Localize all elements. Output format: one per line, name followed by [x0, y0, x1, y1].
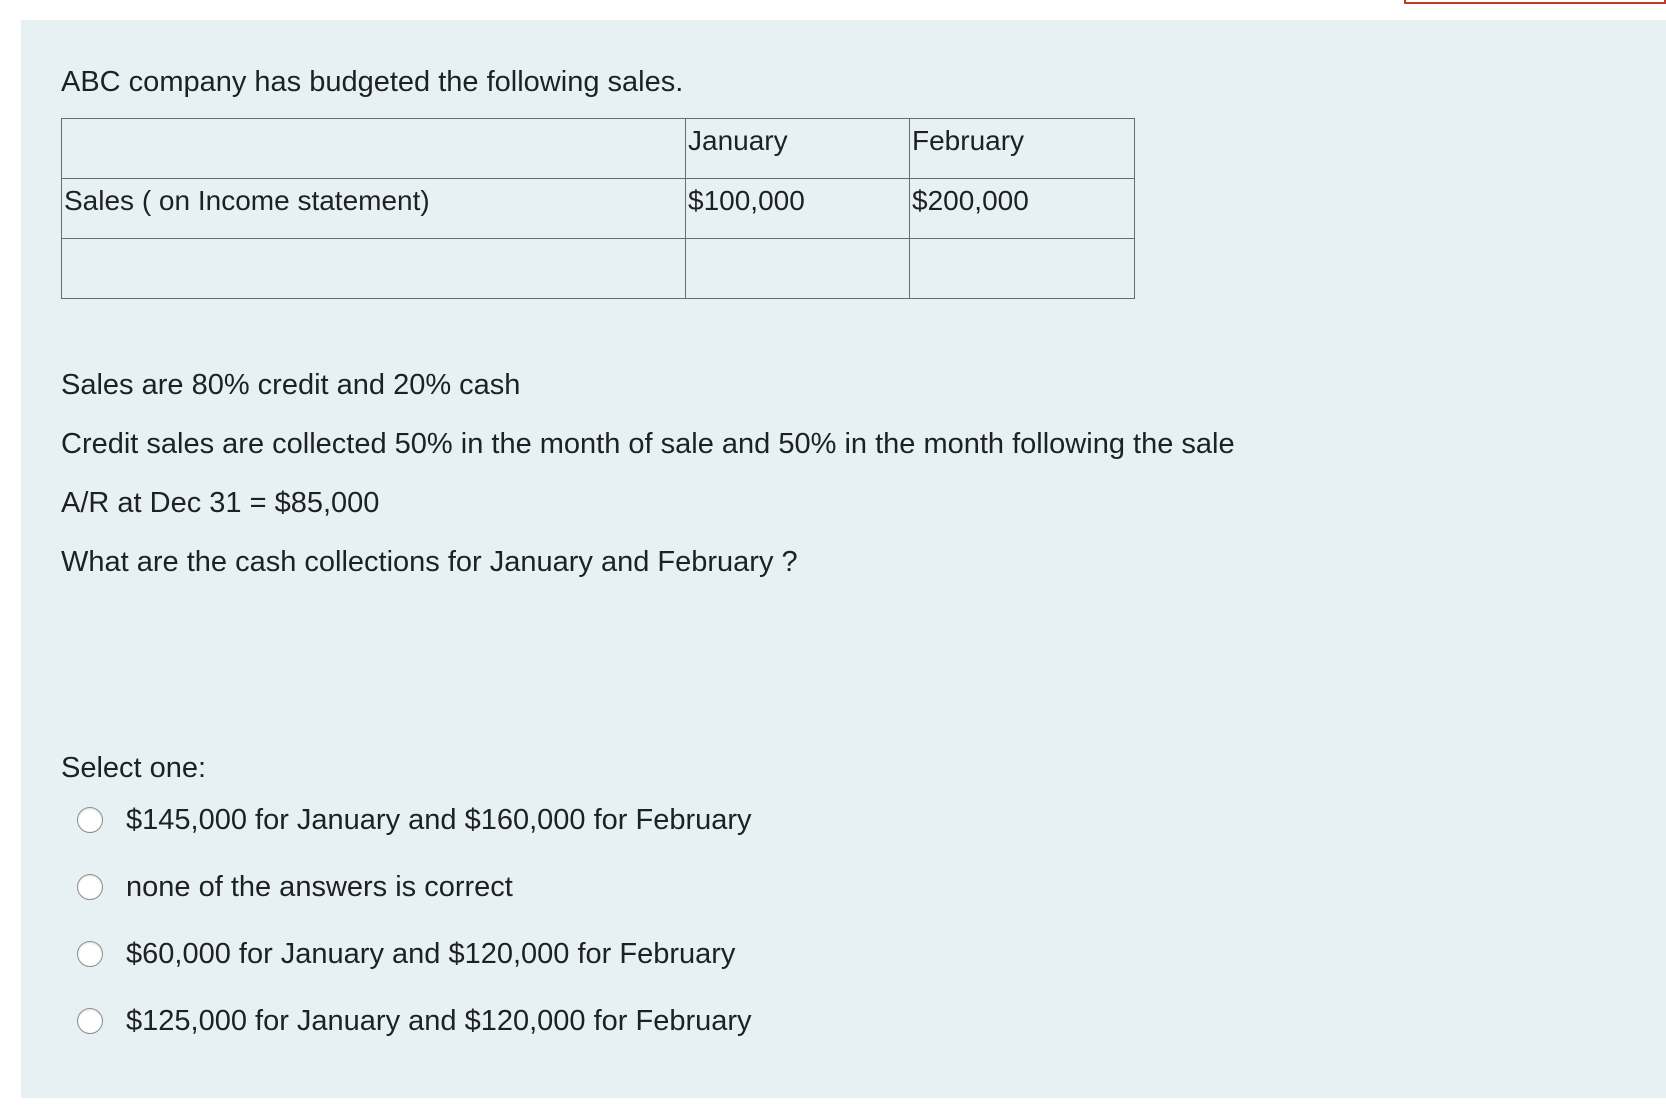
question-text-ar-balance: A/R at Dec 31 = $85,000 — [61, 487, 380, 519]
table-cell-february-sales: $200,000 — [910, 179, 1135, 239]
question-intro: ABC company has budgeted the following sales. — [61, 66, 684, 98]
table-cell — [686, 239, 910, 299]
question-panel — [21, 20, 1666, 1098]
sales-table — [61, 118, 1135, 299]
answer-option-1[interactable] — [77, 800, 752, 840]
table-cell — [62, 119, 686, 179]
answer-option-4[interactable] — [77, 1001, 752, 1041]
select-one-label: Select one: — [61, 752, 207, 784]
radio-button-4[interactable] — [77, 1008, 103, 1034]
question-text-sales-mix: Sales are 80% credit and 20% cash — [61, 369, 521, 401]
question-text-prompt: What are the cash collections for January and February ? — [61, 546, 798, 578]
answer-option-label[interactable]: $60,000 for January and $120,000 for February — [126, 937, 736, 970]
answer-option-label[interactable]: $145,000 for January and $160,000 for February — [126, 803, 752, 836]
top-right-frame-edge — [1404, 0, 1666, 4]
question-text-collection-terms: Credit sales are collected 50% in the month of sale and 50% in the month following the sale — [61, 428, 1235, 460]
radio-button-3[interactable] — [77, 941, 103, 967]
table-cell-label: Sales ( on Income statement) — [62, 179, 686, 239]
table-header-january: January — [686, 119, 910, 179]
table-cell-january-sales: $100,000 — [686, 179, 910, 239]
radio-button-1[interactable] — [77, 807, 103, 833]
table-row — [62, 239, 1135, 299]
answer-option-2[interactable] — [77, 867, 513, 907]
radio-button-2[interactable] — [77, 874, 103, 900]
answer-option-label[interactable]: none of the answers is correct — [126, 870, 513, 903]
table-header-row — [62, 119, 1135, 179]
answer-option-3[interactable] — [77, 934, 735, 974]
table-header-february: February — [910, 119, 1135, 179]
table-row — [62, 179, 1135, 239]
answer-option-label[interactable]: $125,000 for January and $120,000 for February — [126, 1004, 752, 1037]
table-cell — [62, 239, 686, 299]
table-cell — [910, 239, 1135, 299]
